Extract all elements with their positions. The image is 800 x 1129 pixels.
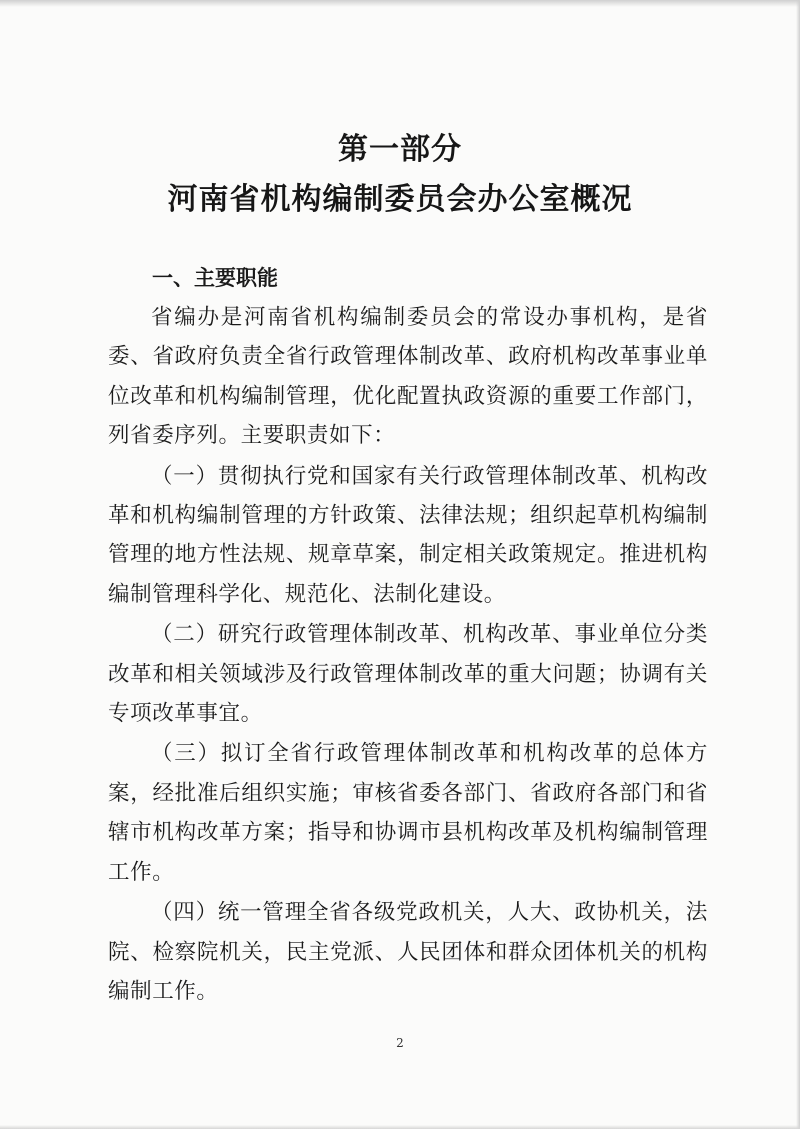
page-number: 2 bbox=[396, 1036, 404, 1050]
section-heading: 一、主要职能 bbox=[152, 266, 278, 290]
body-text bbox=[108, 298, 708, 1011]
paragraph-item-4: （四）统一管理全省各级党政机关，人大、政协机关，法院、检察院机关，民主党派、人民团体和群众团体机关的机构编制工作。 bbox=[108, 900, 708, 1004]
part-title: 第一部分 bbox=[338, 132, 462, 167]
document-title: 河南省机构编制委员会办公室概况 bbox=[167, 182, 633, 217]
paragraph-item-2: （二）研究行政管理体制改革、机构改革、事业单位分类改革和相关领域涉及行政管理体制改革的重大问题；协调有关专项改革事宜。 bbox=[108, 622, 708, 727]
scan-edge-bottom bbox=[0, 1125, 800, 1129]
paragraph-item-1: （一）贯彻执行党和国家有关行政管理体制改革、机构改革和机构编制管理的方针政策、法律法规；组织起草机构编制管理的地方性法规、规章草案，制定相关政策规定。推进机构编制管理科学化、规范化、法制化建设。 bbox=[108, 463, 708, 607]
paragraph-intro: 省编办是河南省机构编制委员会的常设办事机构，是省委、省政府负责全省行政管理体制改革、政府机构改革事业单位改革和机构编制管理，优化配置执政资源的重要工作部门，列省委序列。主要职责如下： bbox=[108, 305, 708, 449]
scan-edge-top bbox=[0, 0, 800, 7]
title-block bbox=[0, 128, 800, 222]
paragraph-item-3: （三）拟订全省行政管理体制改革和机构改革的总体方案，经批准后组织实施；审核省委各部门、省政府各部门和省辖市机构改革方案；指导和协调市县机构改革及机构编制管理工作。 bbox=[108, 741, 708, 885]
